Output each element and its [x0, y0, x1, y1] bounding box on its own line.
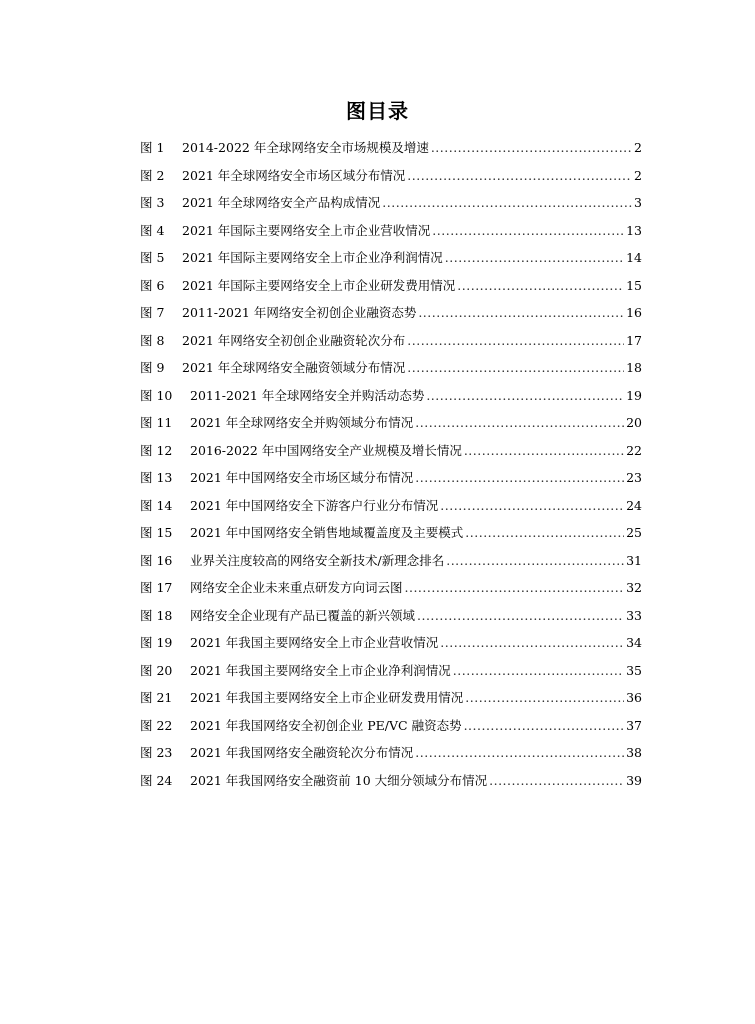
figure-number: 图 19 — [140, 635, 173, 650]
figure-title: 2021 年全球网络安全并购领域分布情况 — [190, 415, 414, 430]
figure-title: 2021 年中国网络安全下游客户行业分布情况 — [190, 497, 439, 513]
toc-entry[interactable] — [140, 574, 642, 602]
figure-number: 图 5 — [140, 250, 165, 265]
page-number: 32 — [626, 580, 642, 595]
figure-number: 图 22 — [140, 717, 173, 733]
dot-leader — [464, 437, 624, 465]
page-number: 36 — [626, 690, 642, 705]
figure-title: 2021 年全球网络安全融资领域分布情况 — [182, 360, 406, 375]
dot-leader — [489, 767, 624, 795]
toc-entry[interactable] — [140, 712, 642, 740]
page-number: 33 — [626, 607, 642, 623]
toc-entry[interactable] — [140, 657, 642, 685]
figure-title: 2021 年我国网络安全初创企业 PE/VC 融资态势 — [190, 717, 462, 733]
figure-title: 2021 年国际主要网络安全上市企业净利润情况 — [182, 250, 443, 265]
page-number: 23 — [626, 470, 642, 485]
figure-title: 2021 年我国主要网络安全上市企业研发费用情况 — [190, 690, 464, 705]
page-number: 17 — [626, 332, 642, 348]
dot-leader — [415, 739, 624, 767]
figure-title: 2011-2021 年全球网络安全并购活动态势 — [190, 387, 425, 403]
toc-entry[interactable] — [140, 272, 642, 300]
dot-leader — [453, 657, 624, 685]
dot-leader — [415, 464, 624, 492]
page-number: 35 — [626, 662, 642, 678]
page-number: 37 — [626, 717, 642, 733]
page-number: 34 — [626, 635, 642, 650]
toc-entry[interactable] — [140, 464, 642, 492]
page-number: 31 — [626, 552, 642, 568]
dot-leader — [407, 327, 624, 355]
figure-number: 图 13 — [140, 470, 173, 485]
page-number: 18 — [626, 360, 642, 375]
figure-number: 图 23 — [140, 745, 173, 760]
page-number: 19 — [626, 387, 642, 403]
figure-title: 2021 年我国主要网络安全上市企业营收情况 — [190, 635, 439, 650]
figure-number: 图 7 — [140, 305, 165, 320]
page-title: 图目录 — [346, 99, 409, 123]
toc-entry[interactable] — [140, 162, 642, 190]
dot-leader — [446, 547, 624, 575]
toc-entry[interactable] — [140, 327, 642, 355]
dot-leader — [426, 382, 624, 410]
figure-number: 图 21 — [140, 690, 173, 705]
dot-leader — [440, 492, 624, 520]
figure-title: 2021 年我国网络安全融资轮次分布情况 — [190, 745, 414, 760]
figure-number: 图 8 — [140, 332, 165, 348]
figure-number: 图 3 — [140, 195, 165, 210]
toc-entry[interactable] — [140, 629, 642, 657]
page-number: 2 — [634, 140, 642, 155]
figure-title: 2016-2022 年中国网络安全产业规模及增长情况 — [190, 442, 462, 458]
dot-leader — [415, 409, 624, 437]
figure-title: 2021 年我国网络安全融资前 10 大细分领域分布情况 — [190, 772, 488, 788]
page-number: 25 — [626, 525, 642, 540]
dot-leader — [464, 712, 625, 740]
dot-leader — [440, 629, 624, 657]
figure-number: 图 12 — [140, 442, 173, 458]
figure-title: 网络安全企业未来重点研发方向词云图 — [190, 580, 403, 595]
dot-leader — [445, 244, 624, 272]
figure-number: 图 9 — [140, 360, 165, 375]
page-number: 16 — [626, 305, 642, 320]
toc-entry[interactable] — [140, 299, 642, 327]
figure-title: 2021 年中国网络安全销售地域覆盖度及主要模式 — [190, 525, 464, 540]
dot-leader — [417, 602, 624, 630]
toc-entry[interactable] — [140, 519, 642, 547]
figure-number: 图 15 — [140, 525, 173, 540]
page-number: 20 — [626, 415, 642, 430]
toc-entry[interactable] — [140, 547, 642, 575]
figure-title: 2021 年国际主要网络安全上市企业研发费用情况 — [182, 277, 456, 293]
figure-title: 2021 年全球网络安全产品构成情况 — [182, 195, 381, 210]
figure-title: 2011-2021 年网络安全初创企业融资态势 — [182, 305, 417, 320]
dot-leader — [407, 162, 632, 190]
figure-number: 图 10 — [140, 387, 173, 403]
toc-entry[interactable] — [140, 739, 642, 767]
dot-leader — [465, 684, 624, 712]
figure-number: 图 1 — [140, 140, 165, 155]
toc-entry[interactable] — [140, 684, 642, 712]
figure-title: 2021 年全球网络安全市场区域分布情况 — [182, 167, 406, 183]
toc-entry[interactable] — [140, 437, 642, 465]
page-number: 15 — [626, 277, 642, 293]
dot-leader — [432, 217, 624, 245]
page-number: 2 — [634, 167, 642, 183]
figure-title: 2021 年网络安全初创企业融资轮次分布 — [182, 332, 406, 348]
toc-entry[interactable] — [140, 382, 642, 410]
page-number: 22 — [626, 442, 642, 458]
page-number: 13 — [626, 222, 642, 238]
figure-number: 图 24 — [140, 772, 173, 788]
figure-number: 图 20 — [140, 662, 173, 678]
page-number: 14 — [626, 250, 642, 265]
toc-entry[interactable] — [140, 244, 642, 272]
figure-title: 2021 年中国网络安全市场区域分布情况 — [190, 470, 414, 485]
toc-entry[interactable] — [140, 134, 642, 162]
figure-title: 网络安全企业现有产品已覆盖的新兴领域 — [190, 607, 416, 623]
figure-number: 图 18 — [140, 607, 173, 623]
dot-leader — [431, 134, 632, 162]
figure-title: 2021 年国际主要网络安全上市企业营收情况 — [182, 222, 431, 238]
page-number: 39 — [626, 772, 642, 788]
toc-entry[interactable] — [140, 602, 642, 630]
toc-entry[interactable] — [140, 492, 642, 520]
figure-number: 图 16 — [140, 552, 173, 568]
page-number: 38 — [626, 745, 642, 760]
page-number: 3 — [634, 195, 642, 210]
figure-number: 图 6 — [140, 277, 165, 293]
dot-leader — [465, 519, 624, 547]
figure-title: 2014-2022 年全球网络安全市场规模及增速 — [182, 140, 429, 155]
figure-number: 图 2 — [140, 167, 165, 183]
figure-number: 图 11 — [140, 415, 173, 430]
dot-leader — [382, 189, 632, 217]
dot-leader — [418, 299, 624, 327]
figure-title: 业界关注度较高的网络安全新技术/新理念排名 — [190, 552, 445, 568]
toc-entry[interactable] — [140, 217, 642, 245]
figure-title: 2021 年我国主要网络安全上市企业净利润情况 — [190, 662, 451, 678]
dot-leader — [405, 574, 625, 602]
toc-entry[interactable] — [140, 189, 642, 217]
page-number: 24 — [626, 497, 642, 513]
dot-leader — [457, 272, 624, 300]
toc-entry[interactable] — [140, 767, 642, 795]
toc-entry[interactable] — [140, 354, 642, 382]
figure-number: 图 4 — [140, 222, 165, 238]
dot-leader — [407, 354, 624, 382]
figure-number: 图 14 — [140, 497, 173, 513]
figure-table-of-contents — [140, 134, 642, 794]
figure-number: 图 17 — [140, 580, 173, 595]
toc-entry[interactable] — [140, 409, 642, 437]
